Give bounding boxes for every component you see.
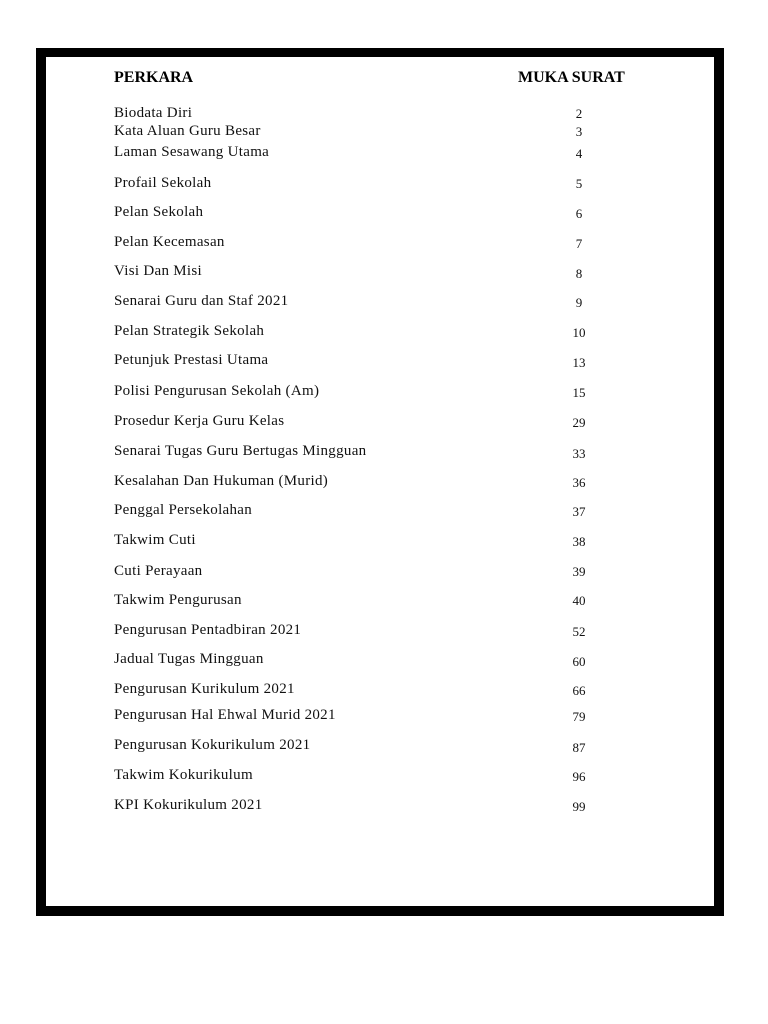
toc-entry-page-number: 66 xyxy=(572,683,586,698)
toc-entry-page-number: 39 xyxy=(572,564,586,579)
toc-entry-page-number: 99 xyxy=(572,799,586,814)
toc-entry-title: Prosedur Kerja Guru Kelas xyxy=(114,413,285,429)
toc-entry-page-number: 13 xyxy=(572,355,586,370)
toc-entry-title: Petunjuk Prestasi Utama xyxy=(114,352,269,368)
toc-entry-page-number: 37 xyxy=(572,504,586,519)
toc-entry-title: Pengurusan Pentadbiran 2021 xyxy=(114,622,302,638)
toc-entry-title: Senarai Tugas Guru Bertugas Mingguan xyxy=(114,443,367,459)
toc-entry-title: Pelan Strategik Sekolah xyxy=(114,323,265,339)
toc-entry-title: Takwim Cuti xyxy=(114,532,196,548)
toc-entry-title: Visi Dan Misi xyxy=(114,263,203,279)
toc-entry-title: Pengurusan Kokurikulum 2021 xyxy=(114,737,311,753)
toc-entry-page-number: 38 xyxy=(572,534,586,549)
toc-entry-title: Takwim Kokurikulum xyxy=(114,767,253,783)
toc-entry-page-number: 5 xyxy=(575,176,583,191)
toc-entry-title: Senarai Guru dan Staf 2021 xyxy=(114,293,289,309)
toc-entry-page-number: 2 xyxy=(575,106,583,121)
toc-entry-page-number: 7 xyxy=(575,236,583,251)
toc-entry-title: Biodata Diri xyxy=(114,105,193,121)
toc-entry-page-number: 33 xyxy=(572,446,586,461)
toc-entry-title: Kata Aluan Guru Besar xyxy=(114,123,261,139)
toc-entry-page-number: 29 xyxy=(572,415,586,430)
toc-entry-page-number: 6 xyxy=(575,206,583,221)
toc-entry-title: KPI Kokurikulum 2021 xyxy=(114,797,263,813)
toc-entry-title: Kesalahan Dan Hukuman (Murid) xyxy=(114,473,329,489)
toc-entry-page-number: 60 xyxy=(572,654,586,669)
toc-entry-title: Polisi Pengurusan Sekolah (Am) xyxy=(114,383,320,399)
toc-entry-page-number: 36 xyxy=(572,475,586,490)
toc-entry-title: Jadual Tugas Mingguan xyxy=(114,651,264,667)
toc-entry-title: Takwim Pengurusan xyxy=(114,592,242,608)
toc-entry-page-number: 9 xyxy=(575,295,583,310)
toc-entry-title: Pengurusan Kurikulum 2021 xyxy=(114,681,295,697)
toc-entry-title: Pengurusan Hal Ehwal Murid 2021 xyxy=(114,707,336,723)
column-header-perkara: PERKARA xyxy=(114,69,194,86)
toc-entry-page-number: 15 xyxy=(572,385,586,400)
toc-entry-page-number: 79 xyxy=(572,709,586,724)
toc-entry-page-number: 10 xyxy=(572,325,586,340)
toc-entry-title: Profail Sekolah xyxy=(114,175,212,191)
toc-entry-page-number: 40 xyxy=(572,593,586,608)
toc-entry-page-number: 4 xyxy=(575,146,583,161)
toc-entry-title: Cuti Perayaan xyxy=(114,563,203,579)
toc-entry-title: Penggal Persekolahan xyxy=(114,502,253,518)
toc-entry-page-number: 96 xyxy=(572,769,586,784)
toc-entry-page-number: 3 xyxy=(575,124,583,139)
toc-entry-page-number: 87 xyxy=(572,740,586,755)
toc-entry-page-number: 8 xyxy=(575,266,583,281)
toc-entry-page-number: 52 xyxy=(572,624,586,639)
toc-entry-title: Pelan Kecemasan xyxy=(114,234,225,250)
toc-entry-title: Pelan Sekolah xyxy=(114,204,204,220)
toc-entry-title: Laman Sesawang Utama xyxy=(114,144,270,160)
column-header-muka-surat: MUKA SURAT xyxy=(518,69,625,86)
